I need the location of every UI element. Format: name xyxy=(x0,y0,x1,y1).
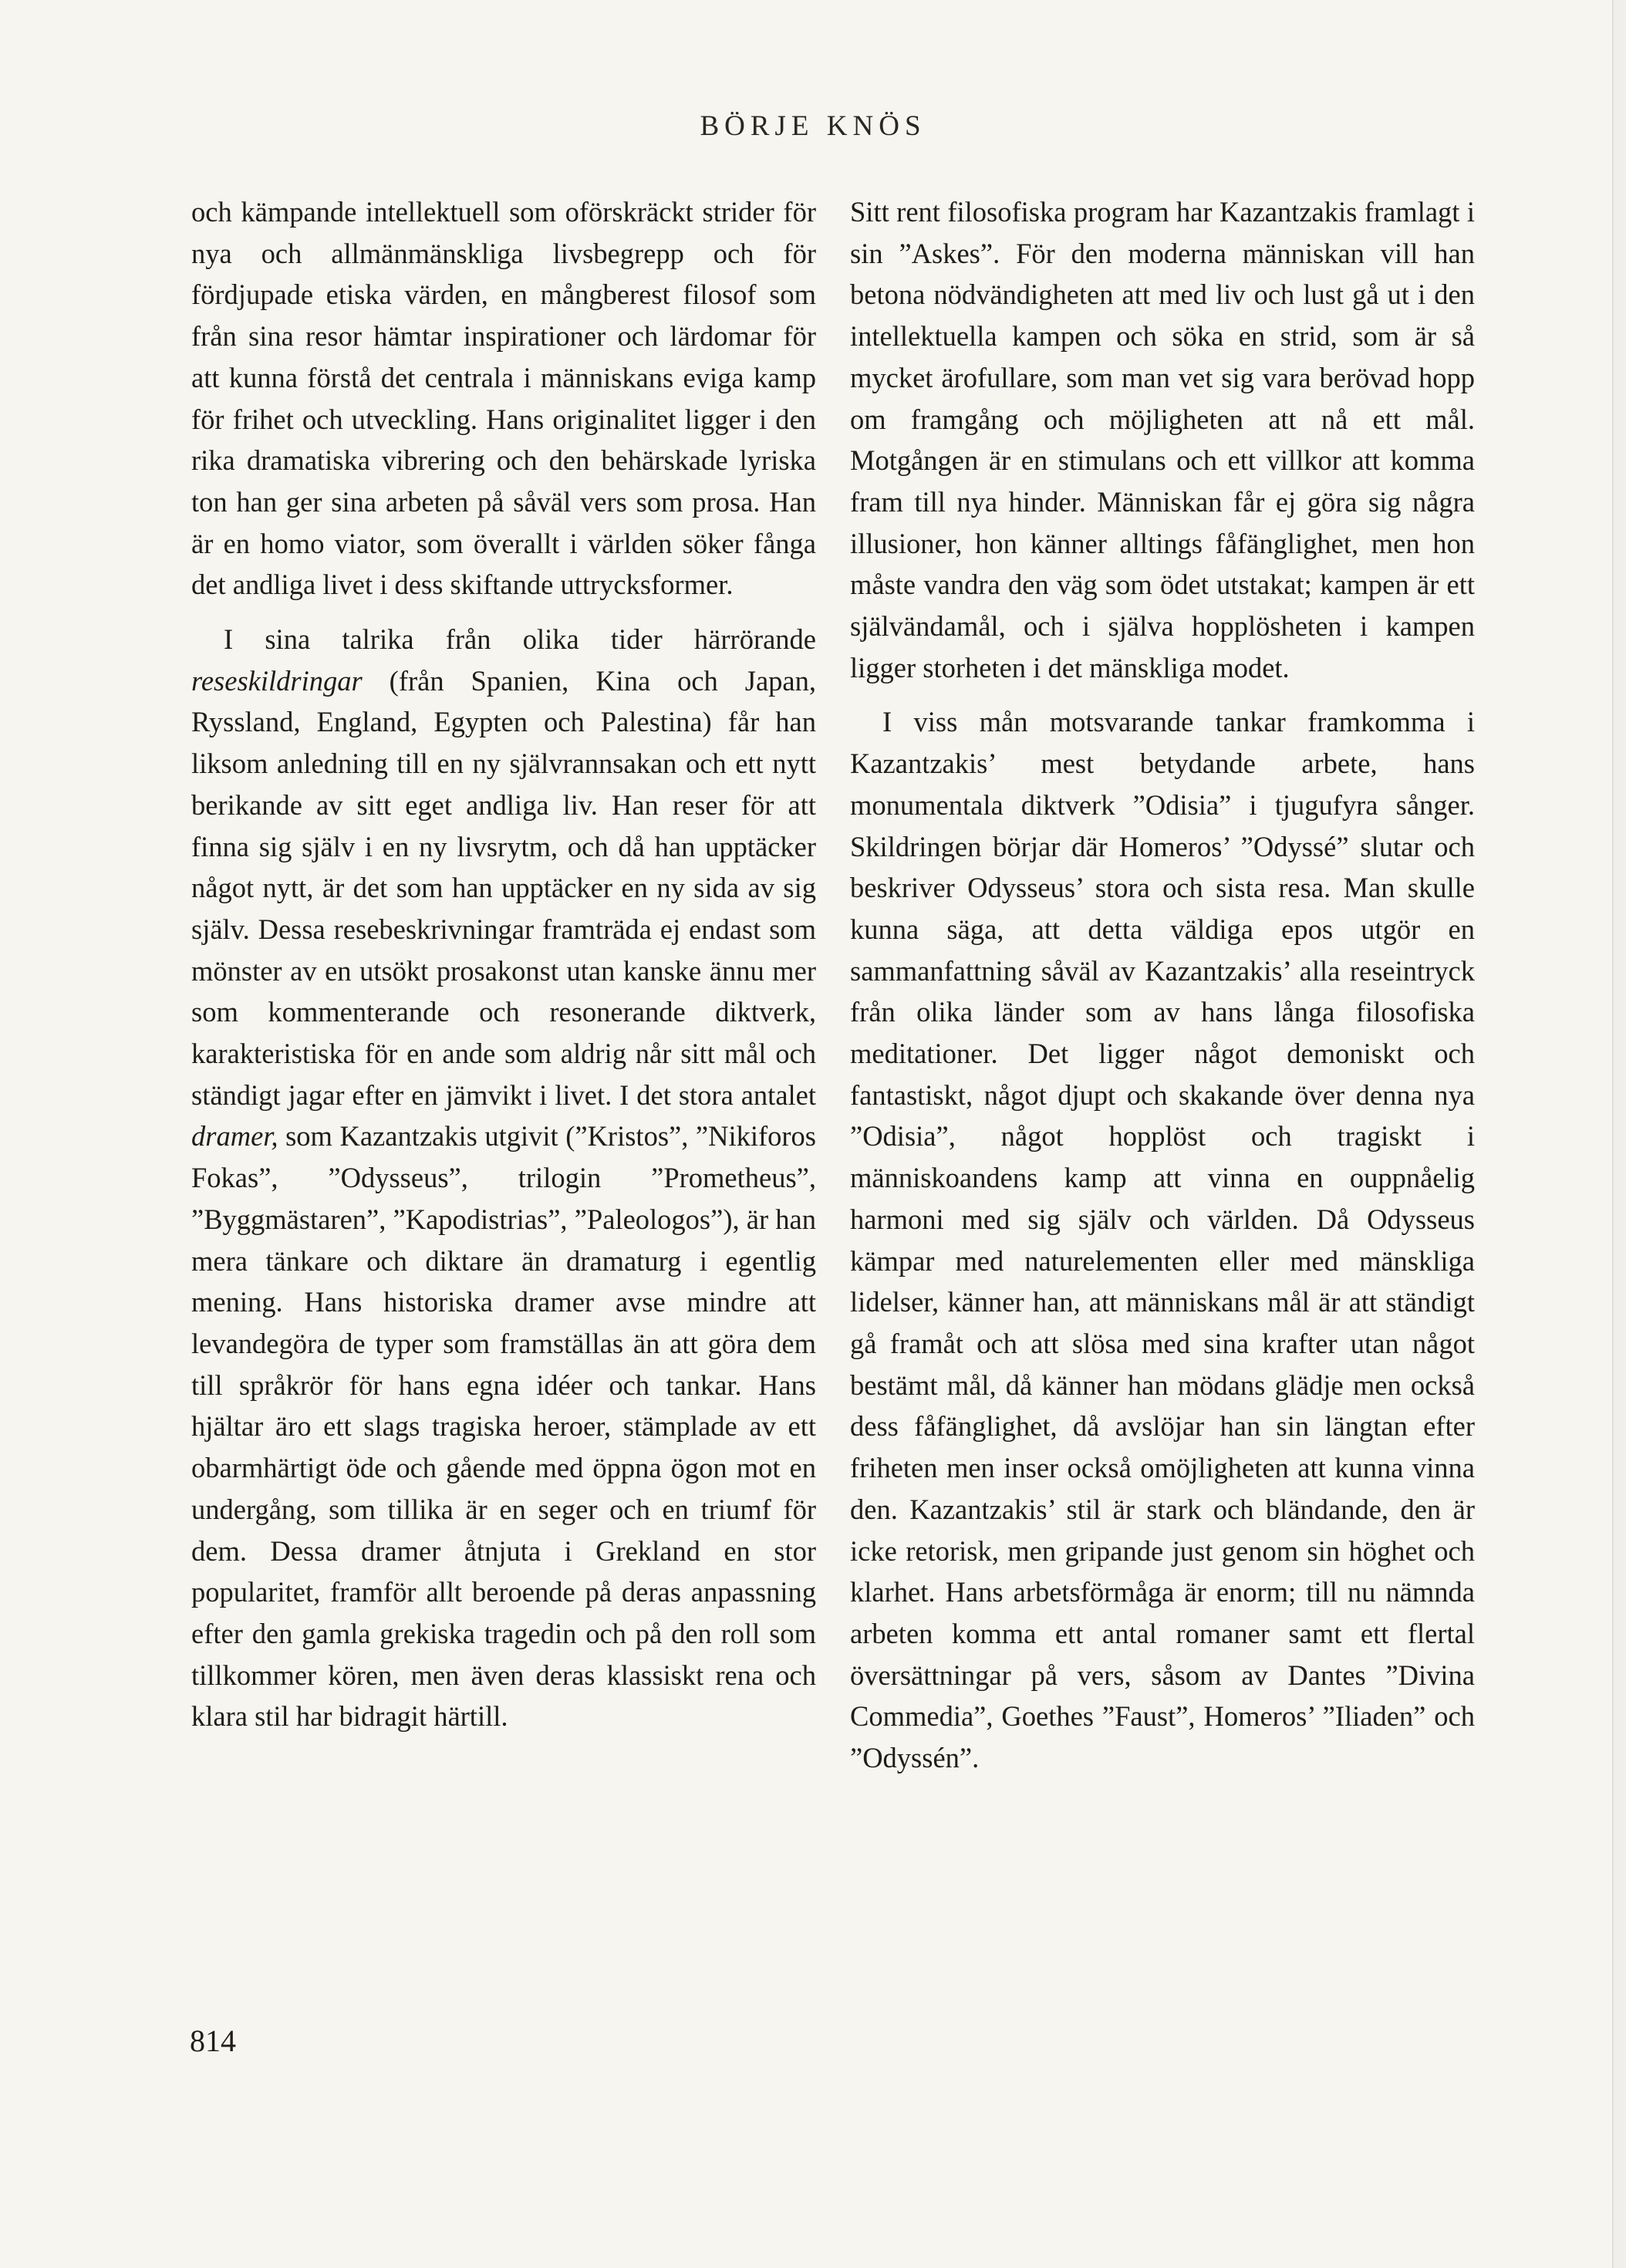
left-paragraph-2-text-c: som Kazantzakis utgivit (”Kristos”, ”Nikiforos Fokas”, ”Odysseus”, trilogin ”Prometheus”, ”Byggmästaren”, ”Kapodistrias”, ”Paleologos”), är han mera tänkare och diktare än dramaturg i egentlig mening. Hans historiska dramer avse mindre att levandegöra de typer som framställas än att göra dem till språkrör för hans egna idéer och tankar. Hans hjältar äro ett slags tragiska heroer, stämplade av ett obarmhärtigt öde och gående med öppna ögon mot en undergång, som tillika är en seger och en triumf för dem. Dessa dramer åtnjuta i Grekland en stor popularitet, framför allt beroende på deras anpassning efter den gamla grekiska tragedin och på den roll som tillkommer kören, men även deras klassiskt rena och klara stil har bidragit härtill. xyxy=(191,1120,816,1733)
running-head: BÖRJE KNÖS xyxy=(700,110,926,142)
right-column xyxy=(850,191,1475,1779)
left-paragraph-2-text-b: (från Spanien, Kina och Japan, Ryssland, England, Egypten och Palestina) får han liksom anledning till en ny självrannsakan och ett nytt berikande av sitt eget andliga liv. Han reser för att finna sig själv i en ny livsrytm, och då han upptäcker något nytt, är det som han upptäcker en ny sida av sig själv. Dessa resebeskrivningar framträda ej endast som mönster av en utsökt prosakonst utan kanske ännu mer som kommenterande och resonerande diktverk, karakteristiska för en ande som aldrig når sitt mål och ständigt jagar efter en jämvikt i livet. I det stora antalet xyxy=(191,664,816,1111)
italic-term-dramer: dramer, xyxy=(191,1120,278,1153)
italic-term-reseskildringar: reseskildringar xyxy=(191,664,363,697)
right-paragraph-2: I viss mån motsvarande tankar framkomma i Kazantzakis’ mest betydande arbete, hans monumentala diktverk ”Odisia” i tjugufyra sånger. Skildringen börjar där Homeros’ ”Odyssé” slutar och beskriver Odysseus’ stora och sista resa. Man skulle kunna säga, att detta väldiga epos utgör en sammanfattning såväl av Kazantzakis’ alla reseintryck från olika länder som av hans långa filosofiska meditationer. Det ligger något demoniskt och fantastiskt, något djupt och skakande över denna nya ”Odisia”, något hopplöst och tragiskt i människoandens kamp att vinna en ouppnåelig harmoni med sig själv och världen. Då Odysseus kämpar med naturelementen eller med mänskliga lidelser, känner han, att människans mål är att ständigt gå framåt och att slösa med sina krafter utan något bestämt mål, då känner han mödans glädje men också dess fåfänglighet, då avslöjar han sin längtan efter friheten men inser också omöjligheten att kunna vinna den. Kazantzakis’ stil är stark och bländande, den är icke retorisk, men gripande just genom sin höghet och klarhet. Hans arbetsförmåga är enorm; till nu nämnda arbeten komma ett antal romaner samt ett flertal översättningar på vers, såsom av Dantes ”Divina Commedia”, Goethes ”Faust”, Homeros’ ”Iliaden” och ”Odyssén”. xyxy=(850,706,1475,1774)
left-paragraph-1: och kämpande intellektuell som oförskräckt strider för nya och allmänmänskliga livsbegrepp och för fördjupade etiska värden, en mångberest filosof som från sina resor hämtar inspirationer och lärdomar för att kunna förstå det centrala i människans eviga kamp för frihet och utveckling. Hans originalitet ligger i den rika dramatiska vibrering och den behärskade lyriska ton han ger sina arbeten på såväl vers som prosa. Han är en homo viator, som överallt i världen söker fånga det andliga livet i dess skiftande uttrycksformer. xyxy=(191,196,816,601)
left-paragraph-2 xyxy=(191,619,816,1737)
page-number: 814 xyxy=(190,2023,236,2058)
right-paragraph-1: Sitt rent filosofiska program har Kazantzakis framlagt i sin ”Askes”. För den moderna människan vill han betona nödvändigheten att med liv och lust gå ut i den intellektuella kampen och söka en strid, som är så mycket ärofullare, som man vet sig vara berövad hopp om framgång och möjligheten att nå ett mål. Motgången är en stimulans och ett villkor att komma fram till nya hinder. Människan får ej göra sig några illusioner, hon känner alltings fåfänglighet, men hon måste vandra den väg som ödet utstakat; kampen är ett självändamål, och i själva hopplösheten i kampen ligger storheten i det mänskliga modet. xyxy=(850,196,1475,683)
left-paragraph-2-text-a: I sina talrika från olika tider härrörande xyxy=(224,623,816,656)
left-column xyxy=(191,191,816,1737)
